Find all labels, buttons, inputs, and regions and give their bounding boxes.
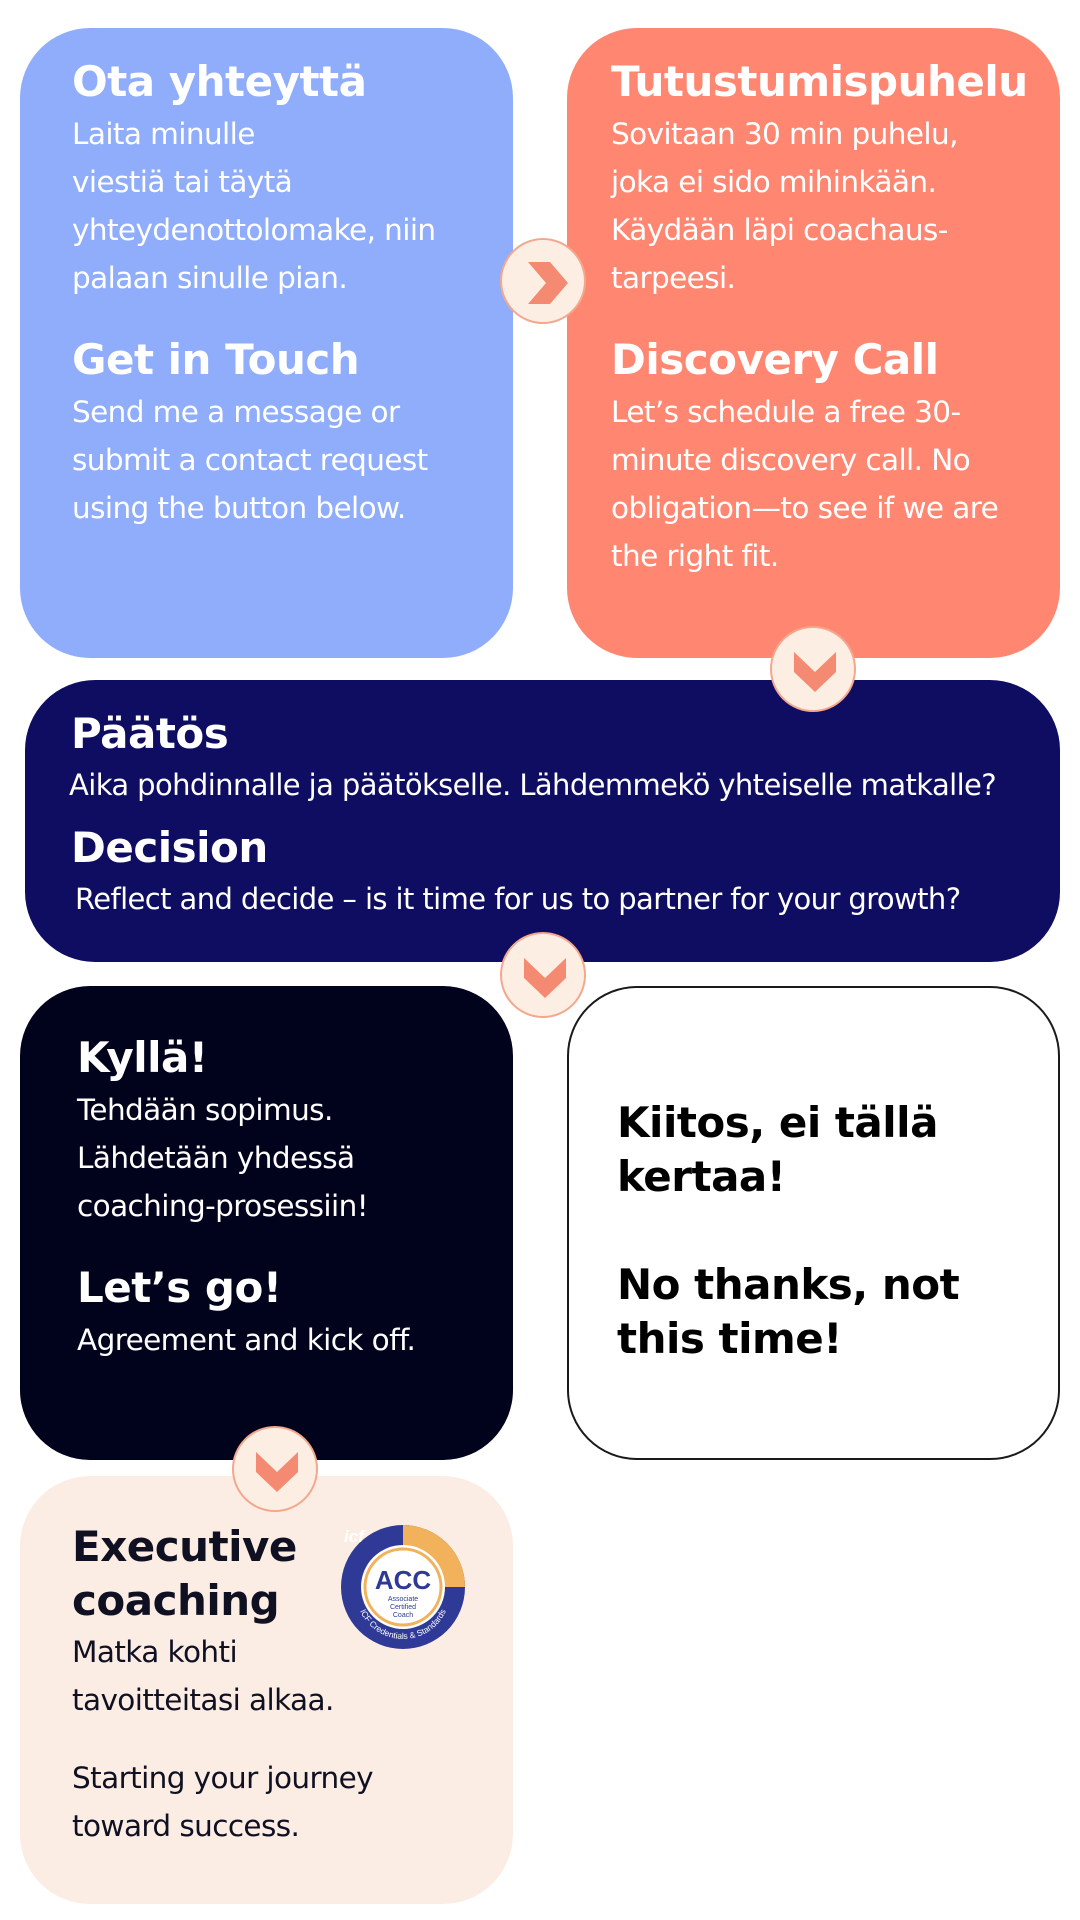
- contact-text-fi-1: Laita minulle: [72, 117, 255, 151]
- coaching-text-en-2: toward success.: [72, 1809, 300, 1843]
- card-discovery-call: [567, 28, 1060, 658]
- chevron-right-icon: [500, 238, 586, 324]
- discovery-text-en-4: the right fit.: [611, 539, 779, 573]
- badge-ring-text: ICF Credentials & Standards: [358, 1607, 448, 1642]
- yes-text-fi-3: coaching-prosessiin!: [77, 1189, 368, 1223]
- card-get-in-touch: [20, 28, 513, 658]
- discovery-text-fi-4: tarpeesi.: [611, 261, 736, 295]
- yes-text-fi-2: Lähdetään yhdessä: [77, 1141, 355, 1175]
- discovery-text-en-2: minute discovery call. No: [611, 443, 971, 477]
- chevron-down-icon: [232, 1426, 318, 1512]
- coaching-title-1: Executive: [72, 1522, 297, 1571]
- no-title-fi-1: Kiitos, ei tällä: [617, 1098, 938, 1147]
- contact-title-en: Get in Touch: [72, 335, 360, 384]
- no-title-en-1: No thanks, not: [617, 1260, 960, 1309]
- decision-text-fi: Aika pohdinnalle ja päätökselle. Lähdemmekö yhteiselle matkalle?: [69, 768, 997, 802]
- discovery-text-en-3: obligation—to see if we are: [611, 491, 999, 525]
- badge-sub-3: Coach: [392, 1612, 414, 1619]
- contact-text-en-2: submit a contact request: [72, 443, 428, 477]
- no-title-en-2: this time!: [617, 1314, 842, 1363]
- badge-level: ACC: [374, 1565, 432, 1595]
- decision-title-en: Decision: [71, 823, 268, 872]
- coaching-text-en-1: Starting your journey: [72, 1761, 374, 1795]
- yes-text-fi-1: Tehdään sopimus.: [77, 1093, 333, 1127]
- chevron-down-icon: [770, 626, 856, 712]
- decision-text-en: Reflect and decide – is it time for us to partner for your growth?: [75, 882, 961, 916]
- contact-text-en-1: Send me a message or: [72, 395, 400, 429]
- coaching-text-fi-1: Matka kohti: [72, 1635, 238, 1669]
- icf-acc-badge: [338, 1522, 468, 1652]
- badge-sub-1: Associate: [387, 1596, 419, 1603]
- discovery-text-en-1: Let’s schedule a free 30-: [611, 395, 961, 429]
- contact-title-fi: Ota yhteyttä: [72, 57, 367, 106]
- coaching-title-2: coaching: [72, 1576, 280, 1625]
- yes-title-en: Let’s go!: [77, 1263, 282, 1312]
- contact-text-fi-3: yhteydenottolomake, niin: [72, 213, 436, 247]
- discovery-title-fi: Tutustumispuhelu: [611, 57, 1028, 106]
- discovery-text-fi-1: Sovitaan 30 min puhelu,: [611, 117, 958, 151]
- contact-text-fi-4: palaan sinulle pian.: [72, 261, 348, 295]
- no-title-fi-2: kertaa!: [617, 1152, 786, 1201]
- yes-text-en: Agreement and kick off.: [77, 1323, 416, 1357]
- discovery-text-fi-3: Käydään läpi coachaus-: [611, 213, 948, 247]
- badge-brand: icf: [344, 1527, 364, 1546]
- decision-title-fi: Päätös: [71, 709, 229, 758]
- card-yes: [20, 986, 513, 1460]
- yes-title-fi: Kyllä!: [77, 1033, 208, 1082]
- contact-text-fi-2: viestiä tai täytä: [72, 165, 293, 199]
- card-decision: [25, 680, 1060, 962]
- discovery-title-en: Discovery Call: [611, 335, 939, 384]
- card-no-thanks: [567, 986, 1060, 1460]
- discovery-text-fi-2: joka ei sido mihinkään.: [611, 165, 937, 199]
- coaching-text-fi-2: tavoitteitasi alkaa.: [72, 1683, 334, 1717]
- badge-sub-2: Certified: [389, 1604, 417, 1611]
- contact-text-en-3: using the button below.: [72, 491, 406, 525]
- chevron-down-icon: [500, 932, 586, 1018]
